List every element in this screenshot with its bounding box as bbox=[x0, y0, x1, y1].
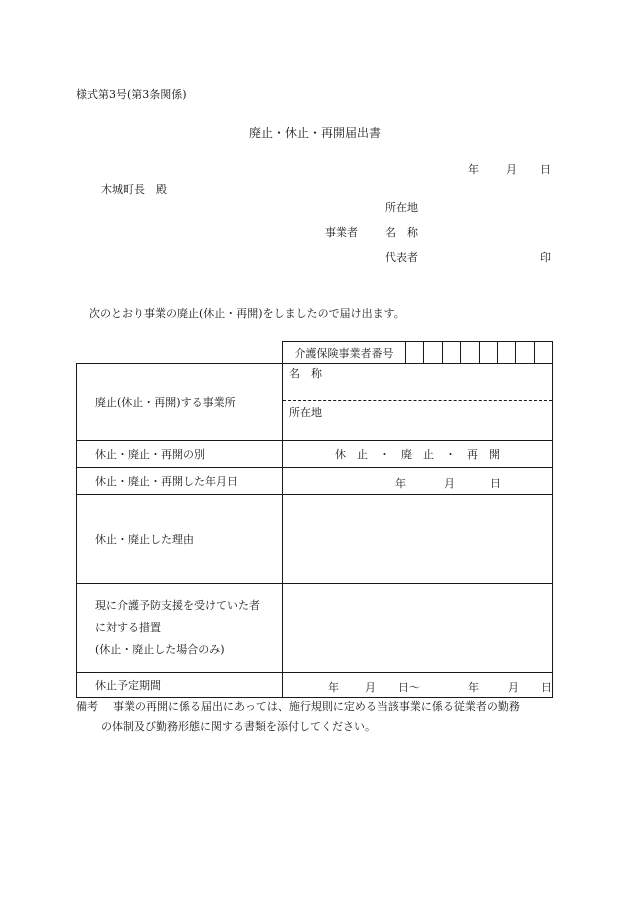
measures-value-cell[interactable] bbox=[283, 584, 553, 673]
table-date-month: 月 bbox=[444, 477, 455, 490]
provider-number-label-cell bbox=[283, 342, 406, 364]
date-value-cell[interactable] bbox=[283, 468, 553, 495]
period-end-month: 月 bbox=[508, 681, 519, 694]
document-title: 廃止・休止・再開届出書 bbox=[249, 126, 382, 140]
reason-value-cell[interactable] bbox=[283, 495, 553, 584]
representative-label: 代表者 bbox=[385, 251, 418, 264]
table-date-day: 日 bbox=[490, 477, 501, 490]
office-label: 廃止(休止・再開)する事業所 bbox=[95, 396, 236, 409]
table-date-year: 年 bbox=[395, 477, 406, 490]
form-number: 様式第3号(第3条関係) bbox=[76, 88, 187, 101]
period-start-month: 月 bbox=[365, 681, 376, 694]
period-end-year: 年 bbox=[468, 681, 479, 694]
reason-label-cell bbox=[77, 495, 283, 584]
provider-number-label: 介護保険事業者番号 bbox=[294, 346, 394, 360]
office-location-label: 所在地 bbox=[289, 406, 322, 419]
type-label: 休止・廃止・再開の別 bbox=[95, 448, 205, 461]
notes-label: 備考 bbox=[76, 700, 98, 713]
reason-label: 休止・廃止した理由 bbox=[95, 533, 194, 546]
measures-line-2: に対する措置 bbox=[95, 621, 161, 634]
type-label-cell bbox=[77, 441, 283, 468]
period-start-year: 年 bbox=[328, 681, 339, 694]
period-label-cell bbox=[77, 673, 283, 698]
name-label: 名 称 bbox=[385, 226, 418, 239]
date-label-cell bbox=[77, 468, 283, 495]
provider-number-boxes[interactable] bbox=[406, 342, 553, 364]
notes-line-1: 事業の再開に係る届出にあっては、施行規則に定める当該事業に係る従業者の勤務 bbox=[113, 700, 520, 713]
office-label-cell bbox=[77, 364, 283, 441]
date-day-label: 日 bbox=[540, 163, 551, 176]
date-year-label: 年 bbox=[468, 163, 479, 176]
period-value-cell[interactable] bbox=[283, 673, 553, 698]
notes-line-2: の体制及び勤務形態に関する書類を添付してください。 bbox=[101, 720, 376, 733]
date-label: 休止・廃止・再開した年月日 bbox=[95, 475, 238, 488]
office-name-label: 名 称 bbox=[289, 367, 322, 380]
office-details-cell[interactable] bbox=[283, 364, 553, 441]
intro-text: 次のとおり事業の廃止(休止・再開)をしましたので届け出ます。 bbox=[89, 307, 405, 320]
type-options-cell[interactable] bbox=[283, 441, 553, 468]
period-start-day: 日～ bbox=[398, 681, 420, 694]
date-month-label: 月 bbox=[506, 163, 517, 176]
addressee: 木城町長 殿 bbox=[101, 183, 167, 196]
seal-label: 印 bbox=[540, 251, 551, 264]
location-label: 所在地 bbox=[385, 201, 418, 214]
notification-table bbox=[76, 341, 553, 698]
operator-label: 事業者 bbox=[325, 226, 358, 239]
measures-line-3: (休止・廃止した場合のみ) bbox=[95, 643, 225, 656]
type-options: 休 止 ・ 廃 止 ・ 再 開 bbox=[335, 448, 500, 461]
measures-line-1: 現に介護予防支援を受けていた者 bbox=[95, 599, 260, 612]
period-end-day: 日 bbox=[541, 681, 552, 694]
period-label: 休止予定期間 bbox=[95, 679, 161, 692]
measures-label-cell bbox=[77, 584, 283, 673]
